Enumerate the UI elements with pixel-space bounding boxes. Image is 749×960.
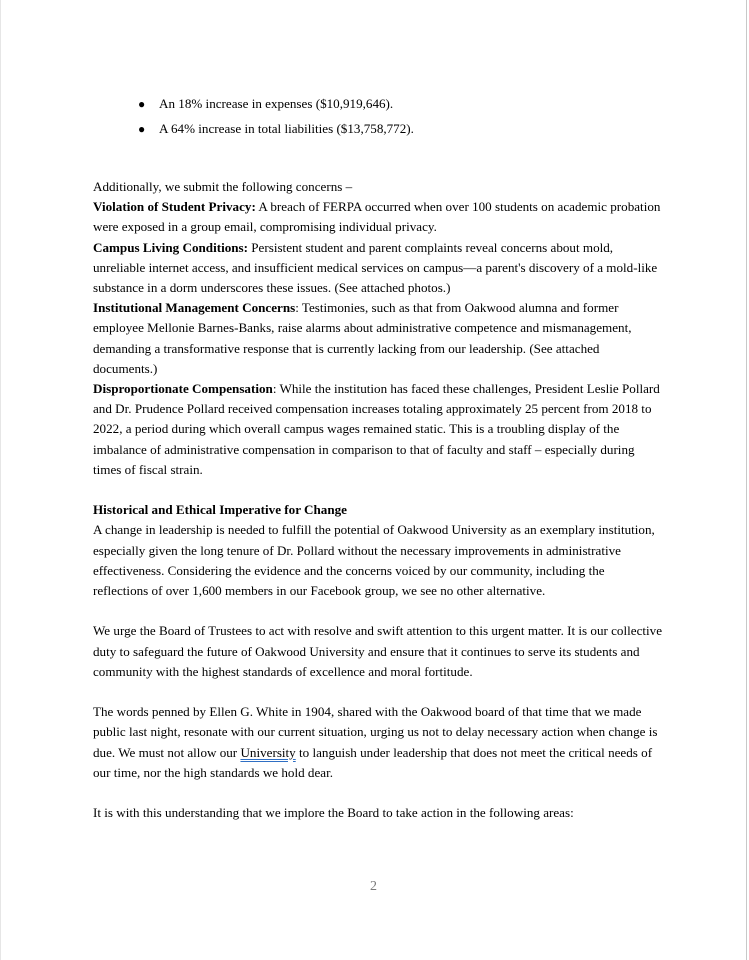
- financial-bullet-list: [93, 92, 663, 141]
- concern-living-conditions: Campus Living Conditions: Persistent student and parent complaints reveal concerns about mold, unreliable internet access, and insufficient medical services on campus—a parent's discovery of a mold-like substance in a dorm underscores these issues. (See attached photos.): [93, 239, 658, 296]
- concern-heading: Disproportionate Compensation: [93, 381, 273, 397]
- bullet-icon: ●: [138, 121, 146, 136]
- university-link[interactable]: University: [240, 744, 296, 760]
- page-content: [93, 92, 663, 823]
- concern-student-privacy: Violation of Student Privacy: A breach of FERPA occurred when over 100 students on academic probation were exposed in a group email, compromising individual privacy.: [93, 199, 661, 235]
- words-paragraph: The words penned by Ellen G. White in 1904, shared with the Oakwood board of that time that we made public last night, resonate with our current situation, urging us not to delay necessary action when change is due. We must not allow our University to languish under leadership that does not meet the critical needs of our time, nor the high standards we hold dear.: [93, 704, 658, 780]
- concern-heading: Violation of Student Privacy:: [93, 199, 256, 215]
- list-item: ● An 18% increase in expenses ($10,919,646).: [93, 92, 663, 117]
- bullet-icon: ●: [138, 97, 146, 111]
- concern-heading: Institutional Management Concerns: [93, 300, 296, 316]
- concern-compensation: Disproportionate Compensation: While the institution has faced these challenges, President Leslie Pollard and Dr. Prudence Pollard received compensation increases totaling approximately 25 percent from 2018 to 2022, a period during which overall campus wages remained static. This is a troubling display of the imbalance of administrative compensation in comparison to that of faculty and staff – especially during times of fiscal strain.: [93, 381, 660, 477]
- list-item: ● A 64% increase in total liabilities ($13,758,772).: [93, 117, 663, 142]
- concerns-intro: Additionally, we submit the following concerns –: [93, 179, 353, 194]
- closing-paragraph: It is with this understanding that we implore the Board to take action in the following areas:: [93, 805, 574, 821]
- concern-management: Institutional Management Concerns: Testimonies, such as that from Oakwood alumna and former employee Mellonie Barnes-Banks, raise alarms about administrative competence and mismanagement, demanding a transformative response that is currently lacking from our leadership. (See attached documents.): [93, 300, 632, 376]
- page-number: 2: [370, 879, 377, 894]
- section-paragraph: A change in leadership is needed to fulfill the potential of Oakwood University as an exemplary institution, especially given the long tenure of Dr. Pollard without the necessary improvements in administrative effectiveness. Considering the evidence and the concerns voiced by our community, including the reflections of over 1,600 members in our Facebook group, we see no other alternative.: [93, 522, 655, 599]
- section-heading: Historical and Ethical Imperative for Change: [93, 502, 347, 518]
- concern-heading: Campus Living Conditions:: [93, 239, 248, 255]
- urge-paragraph: We urge the Board of Trustees to act with resolve and swift attention to this urgent matter. It is our collective duty to safeguard the future of Oakwood University and ensure that it continues to serve its students and community with the highest standards of excellence and moral fortitude.: [93, 623, 663, 679]
